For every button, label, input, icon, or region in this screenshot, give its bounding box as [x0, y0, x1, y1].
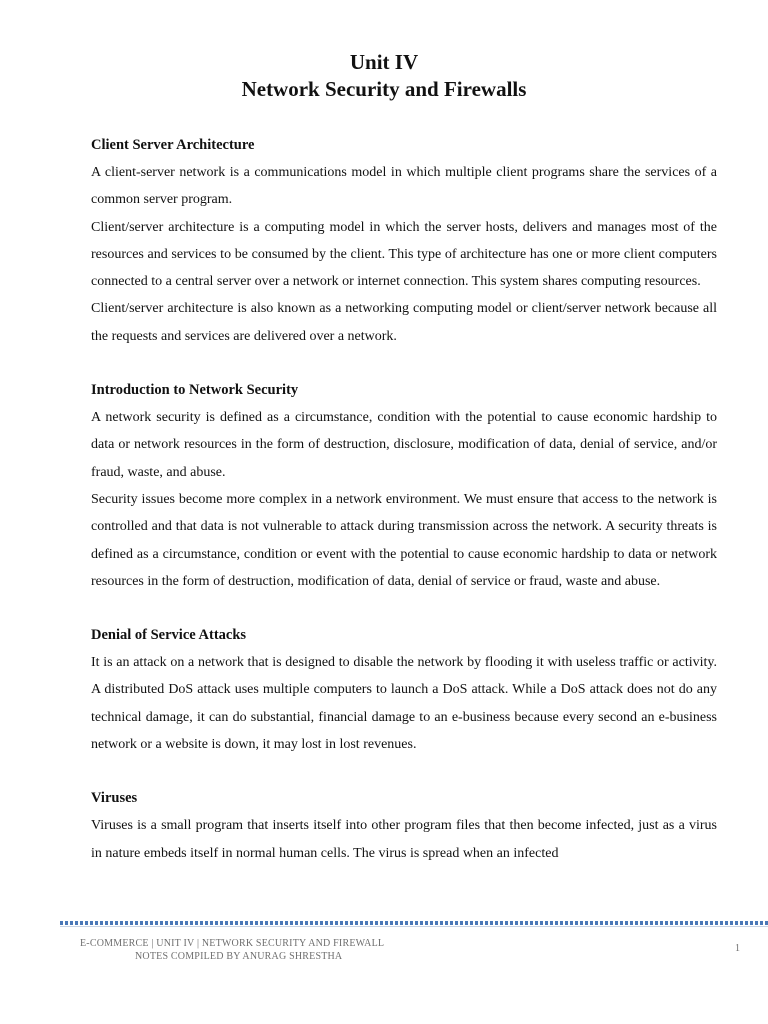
paragraph: It is an attack on a network that is designed to disable the network by flooding it with useless traffic or activity. A distributed DoS attack uses multiple computers to launch a DoS attack. While a DoS attack does not do any technical damage, it can do substantial, financial damage to an e-business because every second an e-business network or a website is down, it may lost in lost revenues.	[91, 655, 717, 753]
paragraph: Client/server architecture is also known as a networking computing model or client/server network because all the requests and services are delivered over a network.	[91, 301, 717, 344]
paragraph: Viruses is a small program that inserts itself into other program files that then become infected, just as a virus in nature embeds itself in normal human cells. The virus is spread when an infected	[91, 818, 717, 861]
footer-author-line: NOTES COMPILED BY ANURAG SHRESTHA	[135, 951, 343, 962]
footer-course-line: E-COMMERCE | UNIT IV | NETWORK SECURITY AND FIREWALL	[80, 938, 385, 949]
paragraph: A network security is defined as a circumstance, condition with the potential to cause economic hardship to data or network resources in the form of destruction, disclosure, modification of data, denial of service, and/or fraud, waste, and abuse.	[91, 410, 717, 480]
section-client-server	[91, 131, 717, 350]
paragraph: A client-server network is a communications model in which multiple client programs share the services of a common server program.	[91, 165, 717, 208]
section-dos-attacks	[91, 621, 717, 758]
page-number: 1	[735, 943, 740, 954]
section-heading: Viruses	[91, 790, 138, 807]
section-network-security	[91, 376, 717, 595]
paragraph: Client/server architecture is a computing model in which the server hosts, delivers and manages most of the resources and services to be consumed by the client. This type of architecture has one or more client computers connected to a central server over a network or internet connection. This system shares computing resources.	[91, 219, 717, 290]
section-heading: Client Server Architecture	[91, 137, 255, 153]
document-body	[91, 131, 717, 893]
section-heading: Introduction to Network Security	[91, 382, 299, 399]
paragraph: Security issues become more complex in a network environment. We must ensure that access to the network is controlled and that data is not vulnerable to attack during transmission across the network. A security threats is defined as a circumstance, condition or event with the potential to cause economic hardship to data or network resources in the form of destruction, modification of data, denial of service or fraud, waste and abuse.	[91, 491, 717, 589]
page-title	[0, 49, 768, 103]
footer-divider	[60, 921, 768, 925]
footer-divider-thin	[60, 926, 768, 927]
title-unit: Unit IV	[349, 50, 419, 74]
section-heading: Denial of Service Attacks	[91, 627, 247, 644]
title-subject: Network Security and Firewalls	[241, 77, 527, 101]
section-viruses	[91, 784, 717, 867]
page-footer	[80, 937, 384, 963]
